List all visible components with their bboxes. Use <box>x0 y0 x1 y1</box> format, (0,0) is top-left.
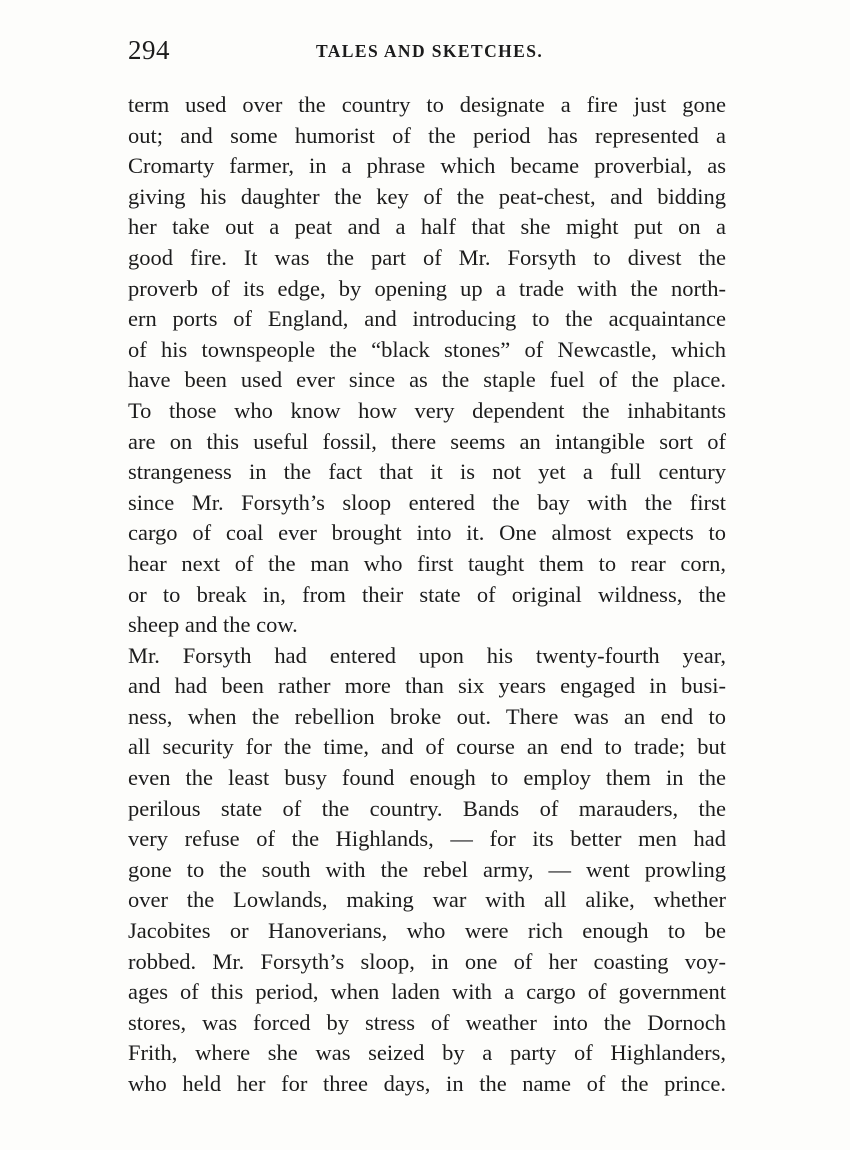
text-line: Frith, where she was seized by a party of Highlanders, <box>128 1040 726 1066</box>
text-line: ages of this period, when laden with a cargo of government <box>128 979 726 1005</box>
text-line: Cromarty farmer, in a phrase which became proverbial, as <box>128 153 726 179</box>
text-line: stores, was forced by stress of weather into the Dornoch <box>128 1009 726 1035</box>
text-line: proverb of its edge, by opening up a trade with the north- <box>128 275 726 301</box>
paragraph-1 <box>128 90 726 641</box>
text-line: over the Lowlands, making war with all alike, whether <box>128 887 726 913</box>
text-line: good fire. It was the part of Mr. Forsyth to divest the <box>128 244 726 270</box>
body-text <box>128 90 726 1100</box>
page-number: 294 <box>128 35 170 65</box>
running-head <box>128 34 726 66</box>
text-line: even the least busy found enough to employ them in the <box>128 765 726 791</box>
running-title: TALES AND SKETCHES. <box>316 41 544 61</box>
text-line: of his townspeople the “black stones” of Newcastle, which <box>128 336 726 362</box>
text-line: who held her for three days, in the name of the prince. <box>128 1071 726 1096</box>
text-line: giving his daughter the key of the peat-chest, and bidding <box>128 183 726 209</box>
text-line: hear next of the man who first taught them to rear corn, <box>128 550 726 576</box>
paragraph-2 <box>128 641 726 1100</box>
text-line: robbed. Mr. Forsyth’s sloop, in one of her coasting voy- <box>128 948 726 974</box>
text-line: To those who know how very dependent the inhabitants <box>128 397 726 423</box>
text-line: ern ports of England, and introducing to the acquaintance <box>128 306 726 332</box>
text-line: perilous state of the country. Bands of marauders, the <box>128 795 726 821</box>
text-line: term used over the country to designate a fire just gone <box>128 92 726 117</box>
text-line: strangeness in the fact that it is not yet a full century <box>128 459 726 485</box>
text-line: Mr. Forsyth had entered upon his twenty-fourth year, <box>128 642 726 668</box>
text-line: and had been rather more than six years engaged in busi- <box>128 673 726 699</box>
text-line: all security for the time, and of course an end to trade; but <box>128 734 726 760</box>
text-line: are on this useful fossil, there seems an intangible sort of <box>128 428 726 454</box>
text-line: ness, when the rebellion broke out. There was an end to <box>128 703 726 729</box>
text-line: very refuse of the Highlands, — for its better men had <box>128 826 726 852</box>
text-line: out; and some humorist of the period has represented a <box>128 122 726 148</box>
text-line: sheep and the cow. <box>128 612 298 638</box>
text-line: since Mr. Forsyth’s sloop entered the bay with the first <box>128 489 726 515</box>
text-line: gone to the south with the rebel army, — went prowling <box>128 856 726 882</box>
text-line: Jacobites or Hanoverians, who were rich enough to be <box>128 918 726 944</box>
text-line: cargo of coal ever brought into it. One almost expects to <box>128 520 726 546</box>
text-line: have been used ever since as the staple fuel of the place. <box>128 367 726 393</box>
text-line: her take out a peat and a half that she might put on a <box>128 214 726 240</box>
text-line: or to break in, from their state of original wildness, the <box>128 581 726 607</box>
